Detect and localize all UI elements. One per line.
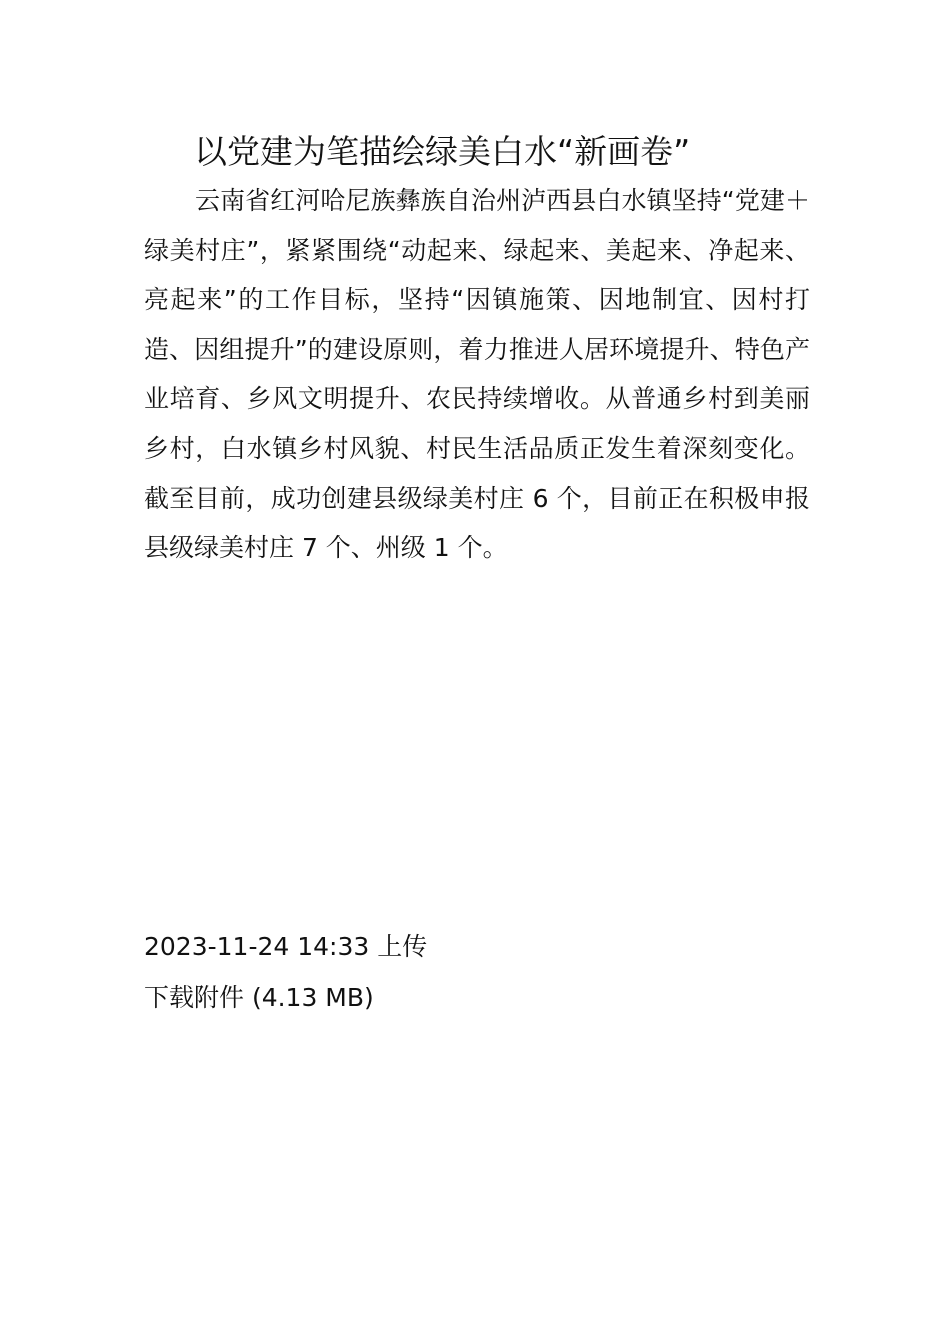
article-paragraph: 云南省红河哈尼族彝族自治州泸西县白水镇坚持“党建＋绿美村庄”，紧紧围绕“动起来、绿起来、美起来、净起来、亮起来”的工作目标，坚持“因镇施策、因地制宜、因村打造、因组提升”的建设原则，着力推进人居环境提升、特色产业培育、乡风文明提升、农民持续增收。从普通乡村到美丽乡村，白水镇乡村风貌、村民生活品质正发生着深刻变化。截至目前，成功创建县级绿美村庄 6 个，目前正在积极申报县级绿美村庄 7 个、州级 1 个。	[144, 186, 810, 563]
article-title: 以党建为笔描绘绿美白水“新画卷”	[194, 132, 691, 171]
download-attachment-link[interactable]: 下载附件 (4.13 MB)	[144, 983, 374, 1012]
upload-timestamp: 2023-11-24 14:33 上传	[144, 932, 428, 961]
